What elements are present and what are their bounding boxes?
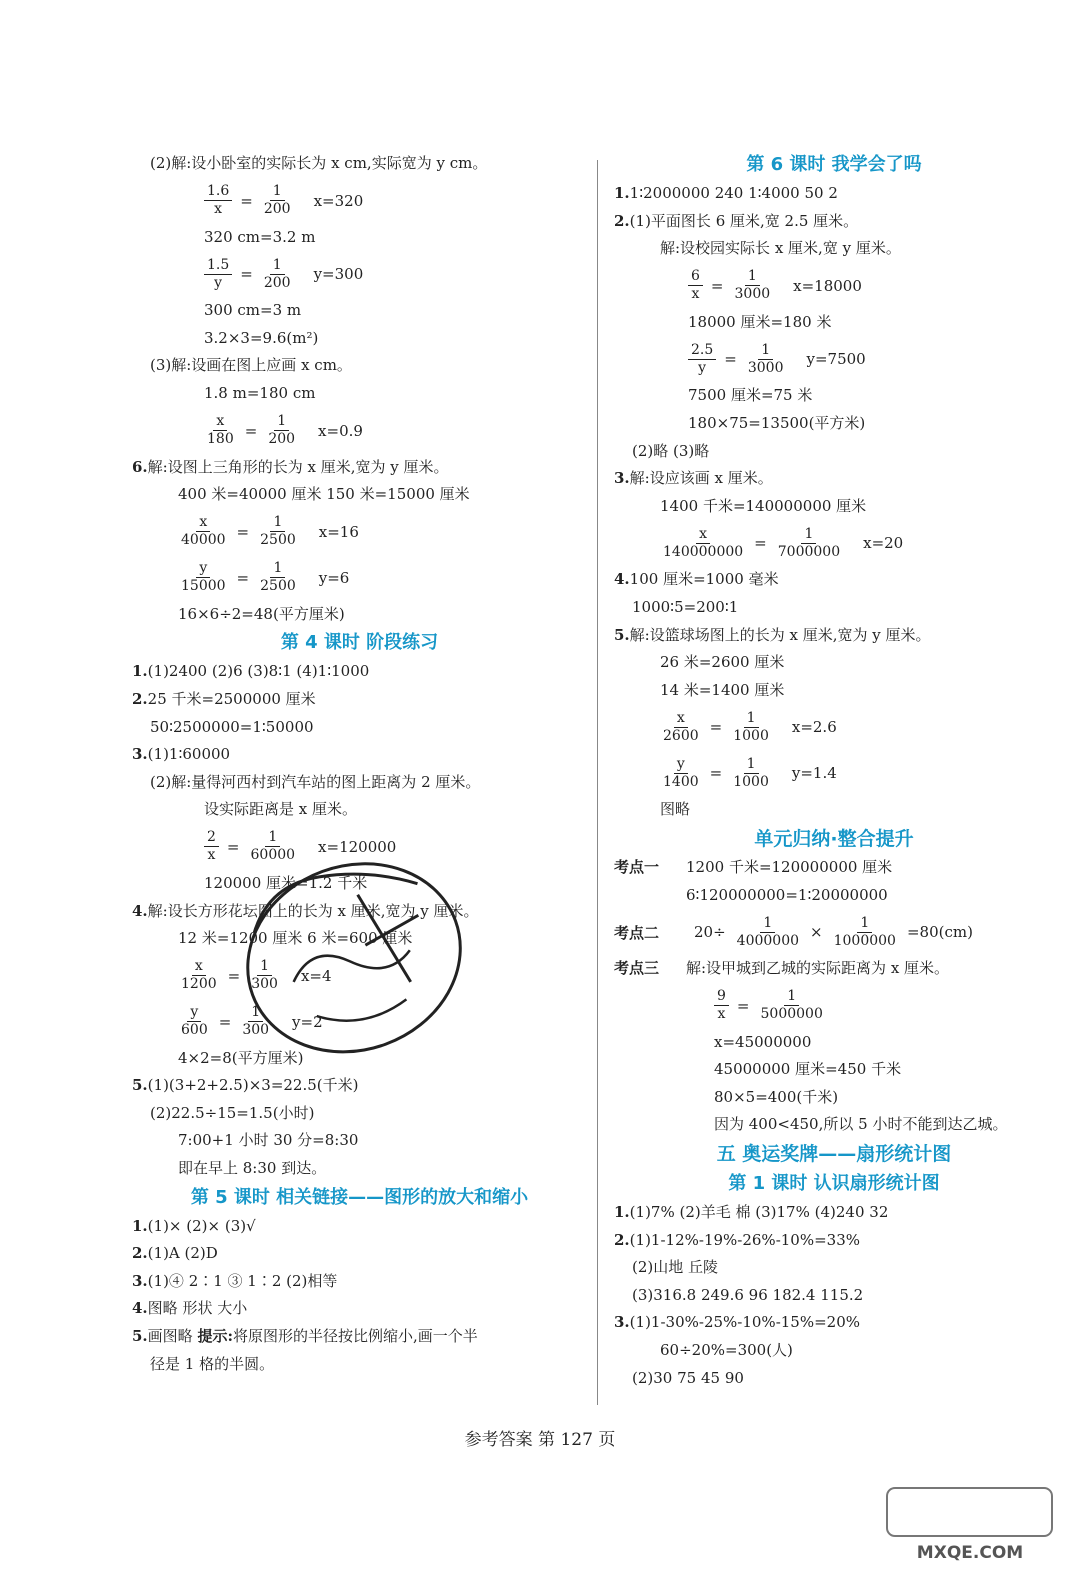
equation: $\frac{y}{1400}$ = $\frac{1}{1000}$ y=1.4 [614, 750, 1054, 796]
denominator: y [698, 359, 707, 376]
text-line: 6∶120000000=1∶20000000 [686, 885, 888, 904]
fraction [178, 514, 229, 549]
section-heading: 第 6 课时 我学会了吗 [746, 154, 922, 175]
equation-result: x=20 [863, 534, 904, 553]
text-line: 3.2×3=9.6(m²) [204, 328, 319, 347]
numerator: 1 [257, 958, 272, 976]
question-line [614, 1309, 1054, 1337]
question-text: (1)1∶60000 [147, 745, 231, 764]
question-line [132, 454, 587, 482]
question-line [132, 1213, 587, 1241]
denominator: 5000000 [760, 1006, 823, 1023]
text-line: 4×2=8(平方厘米) [178, 1048, 304, 1067]
text-line: 12 米=1200 厘米 6 米=600 厘米 [178, 929, 413, 948]
numerator: 1 [270, 514, 285, 532]
denominator: 1000 [733, 773, 769, 790]
fraction [660, 710, 702, 745]
question-line [132, 1072, 587, 1100]
text-line: 因为 400<450,所以 5 小时不能到达乙城。 [714, 1115, 1008, 1134]
section-heading: 单元归纳·整合提升 [754, 827, 914, 850]
numerator: 1 [857, 915, 872, 933]
denominator: 600 [181, 1022, 208, 1039]
fraction [204, 183, 232, 218]
equation-result: x=4 [300, 966, 332, 985]
numerator: 1 [248, 1004, 263, 1022]
text-line: (2)22.5÷15=1.5(小时) [150, 1103, 315, 1122]
numerator: x [192, 958, 206, 976]
question-line [132, 741, 587, 769]
section-heading: 第 5 课时 相关链接——图形的放大和缩小 [190, 1186, 529, 1208]
question-text: (1)1-30%-25%-10%-15%=20% [629, 1313, 861, 1332]
question-text: (1)1-12%-19%-26%-10%=33% [629, 1230, 861, 1249]
numerator: 1 [265, 829, 280, 847]
equation-result: x=120000 [318, 837, 397, 856]
denominator: 1000000 [833, 932, 896, 949]
text-line: 16×6÷2=48(平方厘米) [178, 604, 345, 623]
question-line [614, 180, 1054, 208]
denominator: x [691, 286, 700, 303]
question-number: 2. [132, 1244, 148, 1263]
fraction [178, 958, 220, 993]
question-text: (1)(3+2+2.5)×3=22.5(千米) [147, 1076, 359, 1095]
text-line: 120000 厘米=1.2 千米 [204, 873, 368, 892]
numerator: 2.5 [688, 342, 716, 360]
question-number: 6. [132, 457, 148, 476]
denominator: x [717, 1006, 726, 1023]
numerator: 1 [745, 268, 760, 286]
equation: $\frac{x}{1200}$ = $\frac{1}{300}$ x=4 [132, 953, 587, 999]
denominator: 200 [263, 274, 291, 291]
numerator: x [674, 710, 688, 728]
text-line: x=45000000 [714, 1032, 812, 1051]
text-line: (2)山地 丘陵 [632, 1258, 719, 1277]
question-text: (1)7% (2)羊毛 棉 (3)17% (4)240 32 [629, 1203, 889, 1222]
question-text: 解:设长方形花坛图上的长为 x 厘米,宽为 y 厘米。 [147, 901, 479, 920]
question-line [614, 208, 1054, 236]
text-line: (2)30 75 45 90 [632, 1368, 744, 1387]
question-line [132, 1240, 587, 1268]
numerator: 1 [270, 560, 285, 578]
equation-result: y=6 [318, 568, 350, 587]
denominator: x [207, 847, 216, 864]
question-number: 5. [614, 625, 630, 644]
question-number: 1. [132, 1216, 148, 1235]
denominator: y [214, 274, 223, 291]
question-text: 25 千米=2500000 厘米 [147, 689, 316, 708]
fraction [745, 342, 787, 377]
right-column [614, 150, 1054, 1392]
equation-result: x=2.6 [791, 718, 837, 737]
question-text: (1)2400 (2)6 (3)8∶1 (4)1∶1000 [147, 662, 370, 681]
question-number: 3. [132, 745, 148, 764]
numerator: x [696, 526, 710, 544]
fraction [732, 268, 774, 303]
fraction [734, 915, 802, 950]
denominator: 300 [242, 1022, 270, 1039]
question-number: 1. [614, 184, 630, 202]
equation: $\frac{9}{x}$ = $\frac{1}{5000000}$ [614, 983, 1054, 1029]
text-line: 300 cm=3 m [204, 301, 302, 320]
question-number: 2. [132, 689, 148, 708]
section-heading: 第 1 课时 认识扇形统计图 [728, 1173, 940, 1195]
denominator: 200 [263, 201, 291, 218]
question-text: 解:设篮球场图上的长为 x 厘米,宽为 y 厘米。 [629, 625, 931, 644]
expression-part: 20÷ [694, 923, 726, 942]
denominator: 4000000 [736, 932, 800, 949]
numerator: 1 [758, 342, 773, 360]
question-text: (1)④ 2∶1 ③ 1∶2 (2)相等 [147, 1271, 338, 1290]
equation-result: y=7500 [806, 350, 866, 369]
fraction [261, 183, 294, 218]
question-text: (1)× (2)× (3)√ [147, 1216, 256, 1235]
fraction [261, 257, 294, 292]
text-line: 7500 厘米=75 米 [688, 386, 813, 405]
question-number: 1. [614, 1203, 630, 1222]
question-number: 5. [132, 1076, 148, 1095]
equation: $\frac{1.5}{y}$ = $\frac{1}{200}$ y=300 [132, 251, 587, 297]
text-line: 设实际距离是 x 厘米。 [204, 800, 357, 819]
text-line: (3)解:设画在图上应画 x cm。 [150, 356, 352, 375]
text-line: (2)解:量得河西村到汽车站的图上距离为 2 厘米。 [150, 772, 481, 791]
expression-part: =80(cm) [906, 923, 973, 942]
equation: $\frac{x}{140000000}$ = $\frac{1}{7000000}$ x=20 [614, 520, 1054, 566]
fraction [688, 342, 716, 377]
text-line: 14 米=1400 厘米 [660, 680, 785, 699]
equation: $\frac{x}{40000}$ = $\frac{1}{2500}$ x=16 [132, 509, 587, 555]
numerator: 9 [714, 988, 729, 1006]
question-text: 解:设图上三角形的长为 x 厘米,宽为 y 厘米。 [147, 457, 449, 476]
key-point-line [614, 955, 1054, 983]
question-number: 2. [614, 1230, 630, 1249]
key-point-label: 考点三 [614, 959, 660, 978]
question-number: 3. [614, 1313, 630, 1332]
fraction [714, 988, 729, 1023]
key-point-label: 考点二 [614, 923, 660, 942]
key-point-text: 解:设甲城到乙城的实际距离为 x 厘米。 [686, 959, 950, 978]
denominator: 300 [251, 976, 278, 993]
fraction [265, 413, 298, 448]
equation-result: x=16 [318, 522, 359, 541]
text-line: 45000000 厘米=450 千米 [714, 1060, 902, 1079]
question-number: 2. [614, 211, 630, 230]
equation-result: y=1.4 [791, 764, 837, 783]
question-line [614, 566, 1054, 594]
text-line: (2)略 (3)略 [632, 441, 710, 460]
question-number: 3. [132, 1271, 148, 1290]
denominator: 7000000 [777, 543, 841, 560]
question-line [614, 465, 1054, 493]
fraction [257, 560, 299, 595]
equation: $\frac{y}{600}$ = $\frac{1}{300}$ y=2 [132, 999, 587, 1045]
numerator: 1 [760, 915, 775, 933]
question-line [132, 658, 587, 686]
question-number: 4. [132, 1299, 148, 1318]
denominator: 1000 [733, 727, 769, 744]
denominator: x [214, 201, 223, 218]
numerator: 2 [204, 829, 219, 847]
denominator: 15000 [181, 578, 226, 595]
question-text: 100 厘米=1000 毫米 [629, 570, 779, 589]
text-line: 400 米=40000 厘米 150 米=15000 厘米 [178, 485, 470, 504]
numerator: 6 [688, 268, 703, 286]
question-line [132, 686, 587, 714]
numerator: 1 [801, 526, 816, 544]
text-line: 1.8 m=180 cm [204, 383, 316, 402]
denominator: 140000000 [663, 543, 744, 560]
expression-part: × [810, 923, 823, 942]
text-line: 26 米=2600 厘米 [660, 653, 785, 672]
numerator: 1.6 [204, 183, 232, 201]
equation: $\frac{2}{x}$ = $\frac{1}{60000}$ x=120000 [132, 824, 587, 870]
text-line: 60÷20%=300(人) [660, 1341, 793, 1360]
denominator: 180 [207, 431, 234, 448]
equation-result: y=300 [313, 265, 364, 284]
question-line [614, 622, 1054, 650]
question-number: 4. [614, 570, 630, 589]
equation-result: x=320 [313, 191, 364, 210]
denominator: 3000 [747, 359, 784, 376]
question-text: 图略 形状 大小 [147, 1299, 248, 1318]
left-column [132, 150, 587, 1378]
equation: $\frac{x}{180}$ = $\frac{1}{200}$ x=0.9 [132, 408, 587, 454]
equation: $\frac{6}{x}$ = $\frac{1}{3000}$ x=18000 [614, 263, 1054, 309]
question-number: 5. [132, 1327, 148, 1346]
chapter-heading: 五 奥运奖牌——扇形统计图 [716, 1143, 952, 1166]
equation-result: y=2 [292, 1012, 323, 1031]
denominator: 2500 [260, 532, 296, 549]
fraction [730, 710, 772, 745]
numerator: y [187, 1004, 201, 1022]
numerator: y [674, 756, 688, 774]
question-line [132, 1323, 587, 1351]
numerator: x [213, 413, 227, 431]
denominator: 40000 [181, 532, 226, 549]
question-line [614, 1199, 1054, 1227]
question-line [614, 1227, 1054, 1255]
fraction [775, 526, 843, 561]
numerator: x [196, 514, 210, 532]
numerator: 1 [270, 257, 285, 275]
question-number: 1. [132, 662, 148, 681]
text-line: (2)解:设小卧室的实际长为 x cm,实际宽为 y cm。 [150, 154, 488, 172]
text-line: 径是 1 格的半圆。 [150, 1354, 275, 1373]
text-line: 320 cm=3.2 m [204, 227, 316, 246]
key-point-text: 1200 千米=120000000 厘米 [686, 857, 893, 876]
fraction [204, 257, 232, 292]
equation: $\frac{1.6}{x}$ = $\frac{1}{200}$ x=320 [132, 178, 587, 224]
equation: $\frac{2.5}{y}$ = $\frac{1}{3000}$ y=7500 [614, 336, 1054, 382]
key-point-line [614, 854, 1054, 882]
numerator: 1 [270, 183, 285, 201]
text-line: 80×5=400(千米) [714, 1087, 839, 1106]
text-line: 50∶2500000=1∶50000 [150, 717, 314, 736]
fraction [257, 514, 299, 549]
equation: $\frac{x}{2600}$ = $\frac{1}{1000}$ x=2.6 [614, 704, 1054, 750]
numerator: 1 [784, 988, 799, 1006]
fraction [178, 1004, 211, 1039]
denominator: 1200 [181, 976, 217, 993]
text-line: 7:00+1 小时 30 分=8:30 [178, 1131, 359, 1150]
watermark-text: MXQE.COM [916, 1543, 1024, 1563]
fraction [204, 413, 237, 448]
denominator: 200 [268, 431, 296, 448]
question-text: (1)A (2)D [147, 1244, 218, 1263]
numerator: y [196, 560, 210, 578]
fraction [660, 756, 702, 791]
text-line: (3)316.8 249.6 96 182.4 115.2 [632, 1285, 864, 1304]
text-line: 解:设校园实际长 x 厘米,宽 y 厘米。 [660, 239, 901, 258]
numerator: 1 [744, 756, 759, 774]
question-text: 1∶2000000 240 1∶4000 50 2 [629, 184, 838, 202]
fraction [204, 829, 219, 864]
fraction [758, 988, 826, 1023]
question-line [132, 1268, 587, 1296]
fraction [660, 526, 746, 561]
key-point-line [614, 909, 1054, 955]
numerator: 1 [744, 710, 759, 728]
fraction [730, 756, 772, 791]
text-line: 18000 厘米=180 米 [688, 312, 832, 331]
denominator: 3000 [734, 286, 771, 303]
text-line: 图略 [660, 800, 691, 819]
text-line: 1400 千米=140000000 厘米 [660, 496, 867, 515]
numerator: 1 [274, 413, 289, 431]
tip-text: 将原图形的半径按比例缩小,画一个半 [233, 1327, 478, 1346]
denominator: 1400 [663, 773, 699, 790]
numerator: 1.5 [204, 257, 232, 275]
question-number: 4. [132, 901, 148, 920]
question-line [132, 1295, 587, 1323]
fraction [831, 915, 899, 950]
text-line: 即在早上 8:30 到达。 [178, 1159, 327, 1178]
equation-result: x=18000 [793, 276, 862, 295]
fraction [178, 560, 229, 595]
key-point-label: 考点一 [614, 857, 660, 876]
page-footer: 参考答案 第 127 页 [464, 1430, 616, 1450]
denominator: 2600 [663, 727, 699, 744]
watermark-logo [883, 1486, 1058, 1566]
equation: $\frac{y}{15000}$ = $\frac{1}{2500}$ y=6 [132, 555, 587, 601]
column-divider [597, 160, 598, 1405]
text-line: 1000∶5=200∶1 [632, 597, 739, 616]
question-text: 画图略 [147, 1327, 198, 1346]
question-text: (1)平面图长 6 厘米,宽 2.5 厘米。 [629, 211, 859, 230]
denominator: 2500 [260, 578, 296, 595]
tip-label: 提示: [197, 1327, 233, 1346]
question-text: 解:设应该画 x 厘米。 [629, 469, 773, 488]
question-number: 3. [614, 469, 630, 488]
equation-result: x=0.9 [318, 421, 363, 440]
denominator: 60000 [250, 847, 296, 864]
text-line: 180×75=13500(平方米) [688, 413, 866, 432]
section-heading: 第 4 课时 阶段练习 [280, 632, 439, 654]
fraction [688, 268, 703, 303]
